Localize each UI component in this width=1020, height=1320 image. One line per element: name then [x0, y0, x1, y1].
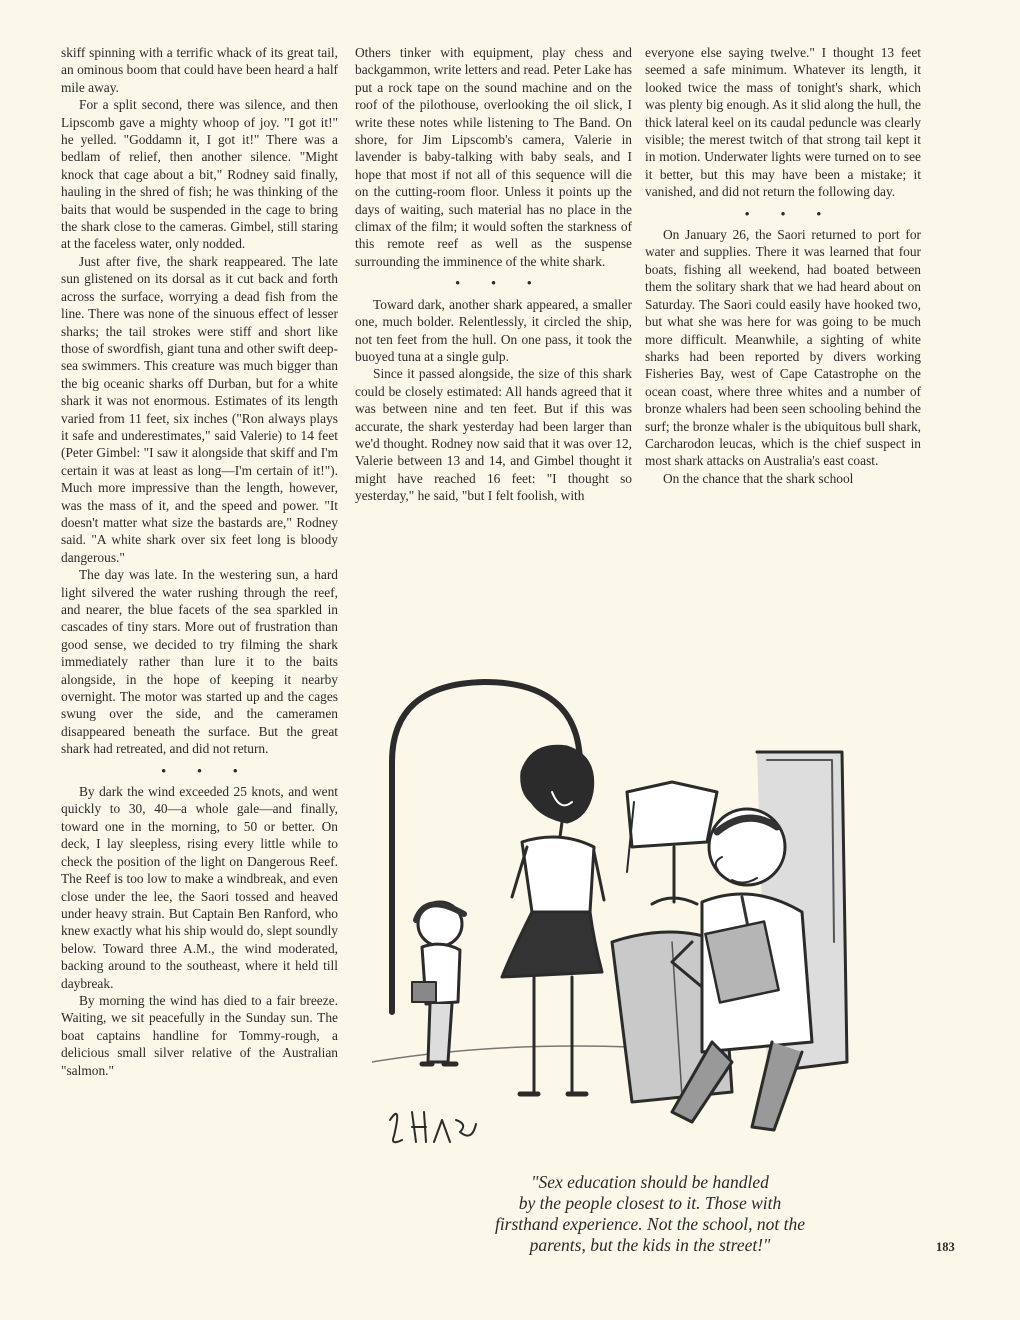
paragraph: Others tinker with equipment, play chess and backgammon, write letters and read. Peter Lake has put a rock tape on the sound machine and on the roof of the pilothouse, overlooking the oil slick, I write these notes while listening to The Band. On shore, for Jim Lipscomb's camera, Valerie in lavender is baby-talking with baby seals, and I hope that most if not all of this sequence will die on the cutting-room floor. Unless it points up the days of waiting, such material has no place in the climax of the film; it would soften the starkness of this remote reef as well as the suspense surrounding the imminence of the white shark. — [355, 45, 632, 269]
paragraph: On January 26, the Saori returned to port for water and supplies. There it was learned that four boats, fishing all weekend, had boated between them the solitary shark that we had heard about on Saturday. The Saori could easily have hooked two, but what she was here for was going to be much more difficult. Meanwhile, a sighting of white sharks had been reported by divers working Fisheries Bay, west of Cape Catastrophe on the ocean coast, where three whites and a number of bronze whalers had been seen schooling behind the surf; the bronze whaler is the ubiquitous bull shark, Carcharodon leucas, which is the chief suspect in most shark attacks on Australia's east coast. — [645, 227, 921, 469]
text-column-2 — [355, 44, 632, 505]
cartoon-illustration — [372, 642, 882, 1162]
caption-line: "Sex education should be handled — [531, 1172, 769, 1192]
page-number: 183 — [936, 1240, 955, 1254]
section-break: • • • — [455, 275, 546, 291]
paragraph: For a split second, there was silence, and then Lipscomb gave a mighty whoop of joy. "I got it!" he yelled. "Goddamn it, I got it!" There was a bedlam of relief, then another silence. "Might knock that cage about a bit," Rodney said finally, hauling in the shred of fish; he was thinking of the baits that would be suspended in the cage to bring the shark close to the cameras. Gimbel, still staring at the faceless water, only nodded. — [61, 97, 338, 252]
text-column-1 — [61, 44, 338, 1079]
paragraph: everyone else saying twelve." I thought 13 feet seemed a safe minimum. Whatever its length, it looked twice the mass of tonight's shark, which was plenty big enough. As it slid along the hull, the thick lateral keel on its caudal peduncle was clearly visible; the merest twitch of that strong tail kept it in motion. Underwater lights were turned on to see it better, but this may have been a mistake; it vanished, and did not return the following day. — [645, 45, 921, 200]
paragraph: On the chance that the shark school — [663, 470, 854, 486]
text-column-3 — [645, 44, 921, 487]
caption-line: parents, but the kids in the street!" — [529, 1235, 771, 1255]
paragraph: skiff spinning with a terrific whack of its great tail, an ominous boom that could have been heard a half mile away. — [61, 45, 338, 95]
paragraph: The day was late. In the westering sun, a hard light silvered the water rushing through the reef, and nearer, the blue facets of the sea sparkled in cascades of tiny stars. More out of frustration than good sense, we decided to try filming the shark immediately rather than lure it to the baits alongside, in the hope of keeping it nearby overnight. The motor was started up and the cages swung over the side, and the cameramen disappeared beneath the surface. But the great shark had retreated, and did not return. — [61, 567, 338, 757]
paragraph: By morning the wind has died to a fair breeze. Waiting, we sit peacefully in the Sunday sun. The boat captains handline for Tommy-rough, a delicious small silver relative of the Australian "salmon." — [61, 992, 338, 1078]
paragraph: Toward dark, another shark appeared, a smaller one, much bolder. Relentlessly, it circled the ship, not ten feet from the hull. On one pass, it took the buoyed tuna at a single gulp. — [355, 296, 632, 364]
caption-line: firsthand experience. Not the school, not the — [494, 1214, 806, 1234]
caption-line: by the people closest to it. Those with — [518, 1193, 782, 1213]
section-break: • • • — [161, 762, 252, 778]
paragraph: Just after five, the shark reappeared. The late sun glistened on its dorsal as it cut back and forth across the surface, worrying a dead fish from the line. There was none of the sinuous effect of lesser sharks; the tail strokes were stiff and short like those of swordfish, giant tuna and other swift deep-sea swimmers. This creature was much bigger than the big oceanic sharks off Durban, but for a white shark it was not enormous. Estimates of its length varied from 11 feet, six inches ("Ron always plays it safe and underestimates," said Valerie) to 14 feet (Peter Gimbel: "I saw it alongside that skiff and I'm certain it was at least as long—I'm certain of it!"). Much more impressive than the length, however, was the mass of it, and the speed and power. "It doesn't matter what size the bastards are," Rodney said. "A white shark over six feet long is bloody dangerous." — [61, 253, 338, 565]
paragraph: By dark the wind exceeded 25 knots, and went quickly to 30, 40—a whole gale—and finally, toward one in the morning, to 50 or better. On deck, I lay sleepless, rising every little while to check the position of the light on Dangerous Reef. The Reef is too low to make a windbreak, and even close under the lee, the Saori tossed and heaved under heavy strain. But Captain Ben Ranford, who knew exactly what his ship would do, slept soundly below. Toward three A.M., the wind moderated, backing around to the southeast, where it held till daybreak. — [61, 784, 338, 991]
paragraph: Since it passed alongside, the size of this shark could be closely estimated: All hands agreed that it was between nine and ten feet. But if this was accurate, the shark yesterday had been larger than we'd thought. Rodney now said that it was over 12, Valerie between 13 and 14, and Gimbel thought it might have reached 16 feet: "I thought so yesterday," he said, "but I felt foolish, with — [355, 366, 632, 504]
cartoon-caption — [440, 1172, 860, 1256]
section-break: • • • — [744, 205, 836, 221]
